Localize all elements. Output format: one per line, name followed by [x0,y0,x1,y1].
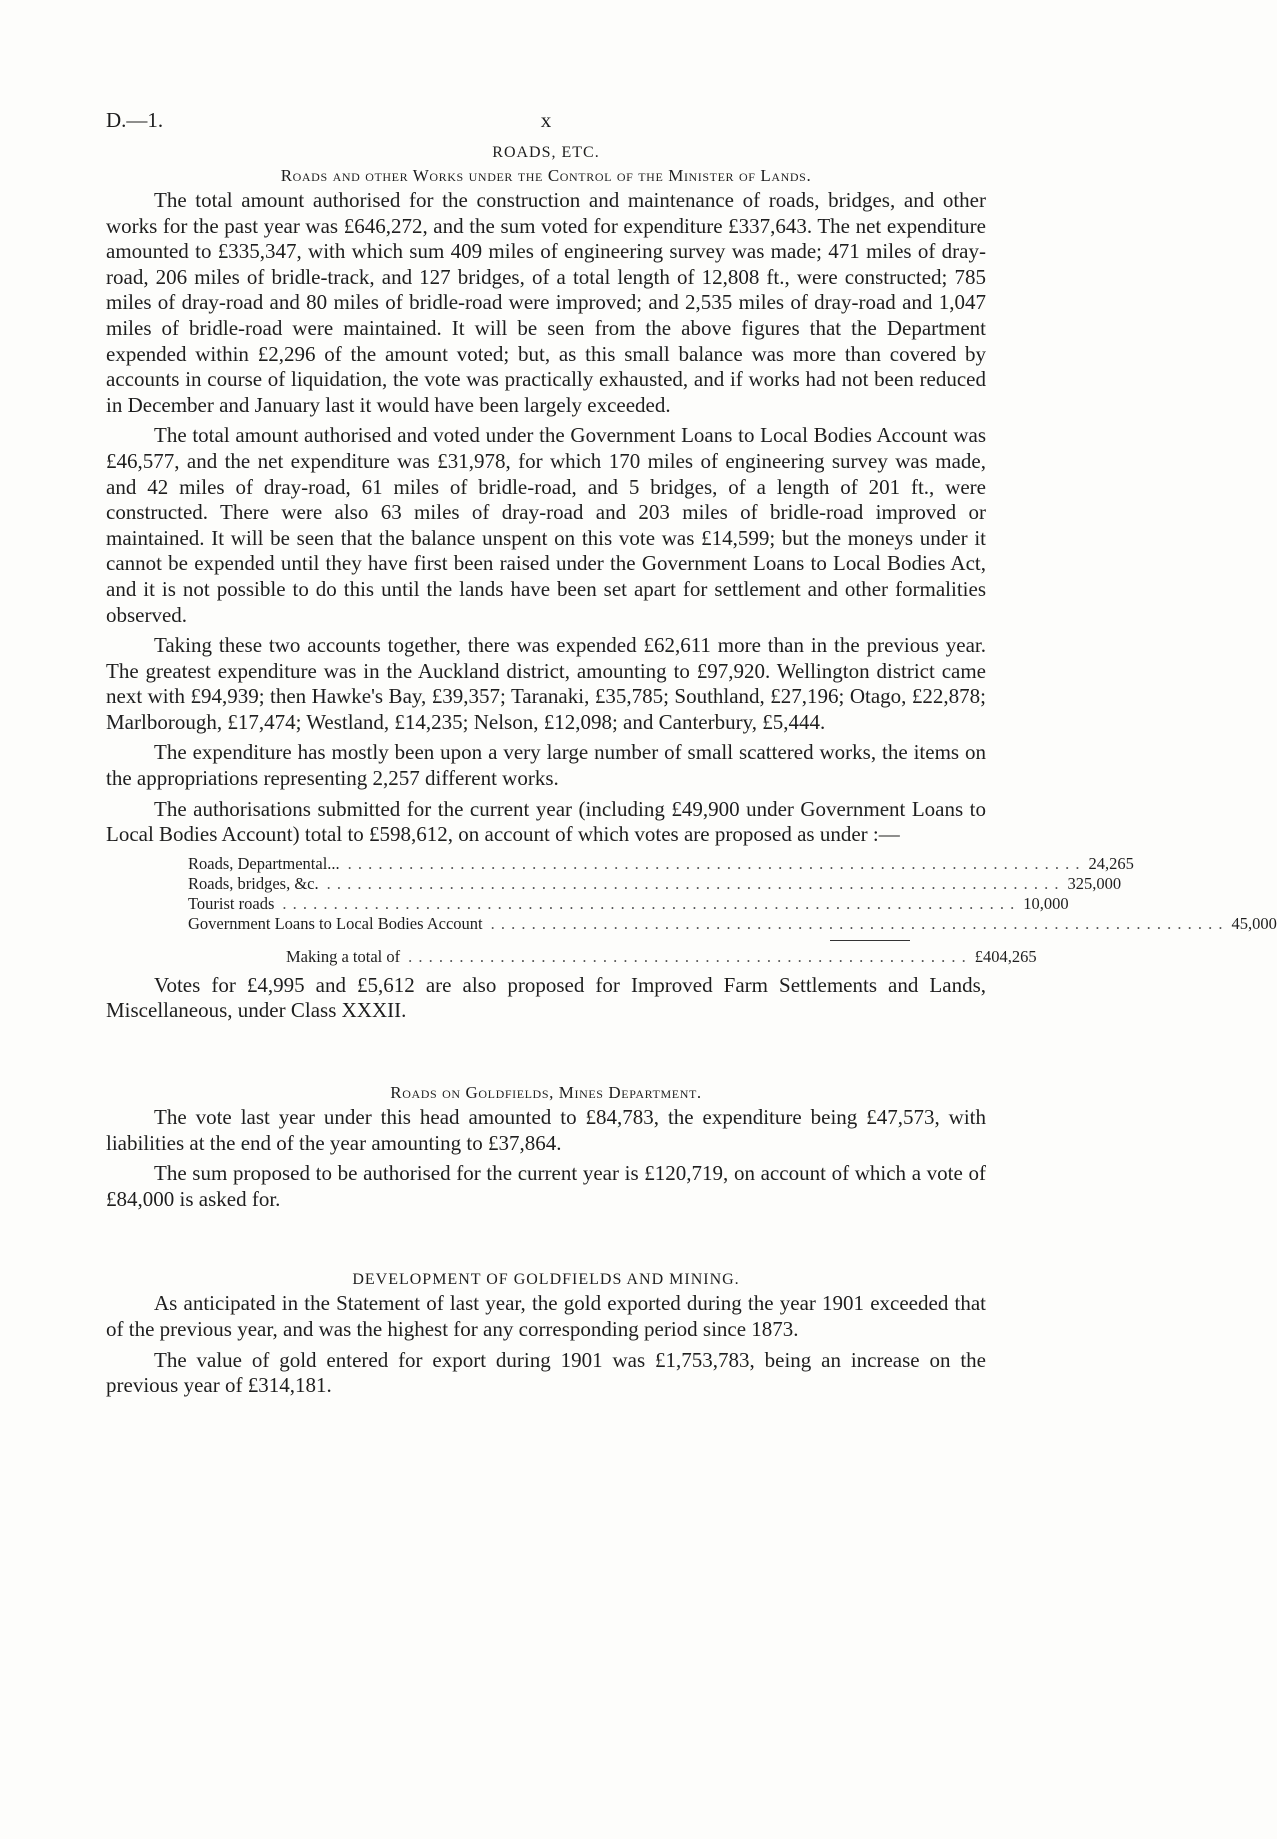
section-title-roads: ROADS, ETC. [492,144,600,161]
vote-label: Roads, Departmental... [188,853,340,873]
vote-total-label: Making a total of [286,946,401,966]
subsection-title-goldfields-roads: Roads on Goldfields, Mines Department. [390,1083,702,1103]
vote-label: Tourist roads [188,893,275,913]
vote-amount: 45,000 [1231,913,1277,933]
vote-row [188,893,1069,914]
page-number: x [540,108,552,132]
paragraph: The authorisations submitted for the current year (including £49,900 under Government Loans to Local Bodies Account) total to £598,612, on account of which votes are proposed as under :— [106,796,986,847]
paragraph: The total amount authorised for the construction and maintenance of roads, bridges, and other works for the past year was £646,272, and the sum voted for expenditure £337,643. The net expenditure amounted to £335,347, with which sum 409 miles of engineering survey was made; 471 miles of dray-road, 206 miles of bridle-track, and 127 bridges, of a total length of 12,808 ft., were constructed; 785 miles of dray-road and 80 miles of bridle-road were improved; and 2,535 miles of dray-road and 1,047 miles of bridle-road were maintained. It will be seen from the above figures that the Department expended within £2,296 of the amount voted; but, as this small balance was more than covered by accounts in course of liquidation, the vote was practically exhausted, and if works had not been reduced in December and January last it would have been largely exceeded. [106,188,986,417]
paragraph: The value of gold entered for export during 1901 was £1,753,783, being an increase on the previous year of £314,181. [106,1347,986,1398]
dot-leader: . . . . . . . . . . . . . . . . . . . . . . . . . . . . . . . . . . . . . . . . . . . . . . . . . . . . . . . . . . . . . . . . . . . . . . . . [282,893,1016,913]
paragraph: The sum proposed to be authorised for the current year is £120,719, on account of which a vote of £84,000 is asked for. [106,1161,986,1211]
vote-row [188,853,1134,874]
document-page [106,108,1277,1404]
dot-leader: . . . . . . . . . . . . . . . . . . . . . . . . . . . . . . . . . . . . . . . . . . . . . . . . . . . . . . . . . . . . . . . . . . . . . . . . [326,873,1060,893]
page-reference: D.—1. [106,108,164,132]
vote-total-amount: £404,265 [974,946,1037,966]
vote-amount: 10,000 [1023,893,1069,913]
subsection-title-lands: Roads and other Works under the Control of the Minister of Lands. [280,166,812,185]
paragraph: The expenditure has mostly been upon a very large number of small scattered works, the items on the appropriations representing 2,257 different works. [106,740,986,791]
paragraph: The total amount authorised and voted under the Government Loans to Local Bodies Account was £46,577, and the net expenditure was £31,978, for which 170 miles of engineering survey was made, and 42 miles of dray-road, 61 miles of bridle-road, and 5 bridges, of a length of 201 ft., were constructed. There were also 63 miles of dray-road and 203 miles of bridle-road improved or maintained. It will be seen that the balance unspent on this vote was £14,599; but the moneys under it cannot be expended until they have first been raised under the Government Loans to Local Bodies Act, and it is not possible to do this until the lands have been set apart for settlement and other formalities observed. [106,423,986,627]
vote-label: Roads, bridges, &c. [188,873,319,893]
votes-table [188,853,1277,967]
paragraph: Votes for £4,995 and £5,612 are also proposed for Improved Farm Settlements and Lands, Miscellaneous, under Class XXXII. [106,972,986,1023]
vote-row [188,913,1277,934]
page-header [106,108,986,138]
dot-leader: . . . . . . . . . . . . . . . . . . . . . . . . . . . . . . . . . . . . . . . . . . . . . . . . . . . . . . . [408,946,967,966]
paragraph: Taking these two accounts together, there was expended £62,611 more than in the previous year. The greatest expenditure was in the Auckland district, amounting to £97,920. Wellington district came next with £94,939; then Hawke's Bay, £39,357; Taranaki, £35,785; Southland, £27,196; Otago, £22,878; Marlborough, £17,474; Westland, £14,235; Nelson, £12,098; and Canterbury, £5,444. [106,633,986,734]
dot-leader: . . . . . . . . . . . . . . . . . . . . . . . . . . . . . . . . . . . . . . . . . . . . . . . . . . . . . . . . . . . . . . . . . . . . . . . . [347,853,1081,873]
vote-total-row [188,946,1037,967]
vote-label: Government Loans to Local Bodies Account [188,913,483,933]
paragraph: The vote last year under this head amounted to £84,783, the expenditure being £47,573, with liabilities at the end of the year amounting to £37,864. [106,1105,986,1155]
vote-row [188,873,1122,894]
total-rule [830,940,910,941]
section-title-goldfields-development: DEVELOPMENT OF GOLDFIELDS AND MINING. [352,1271,740,1289]
dot-leader: . . . . . . . . . . . . . . . . . . . . . . . . . . . . . . . . . . . . . . . . . . . . . . . . . . . . . . . . . . . . . . . . . . . . . . . . [490,913,1224,933]
paragraph: As anticipated in the Statement of last year, the gold exported during the year 1901 exceeded that of the previous year, and was the highest for any corresponding period since 1873. [106,1291,986,1341]
vote-amount: 24,265 [1088,853,1134,873]
vote-amount: 325,000 [1067,873,1122,893]
